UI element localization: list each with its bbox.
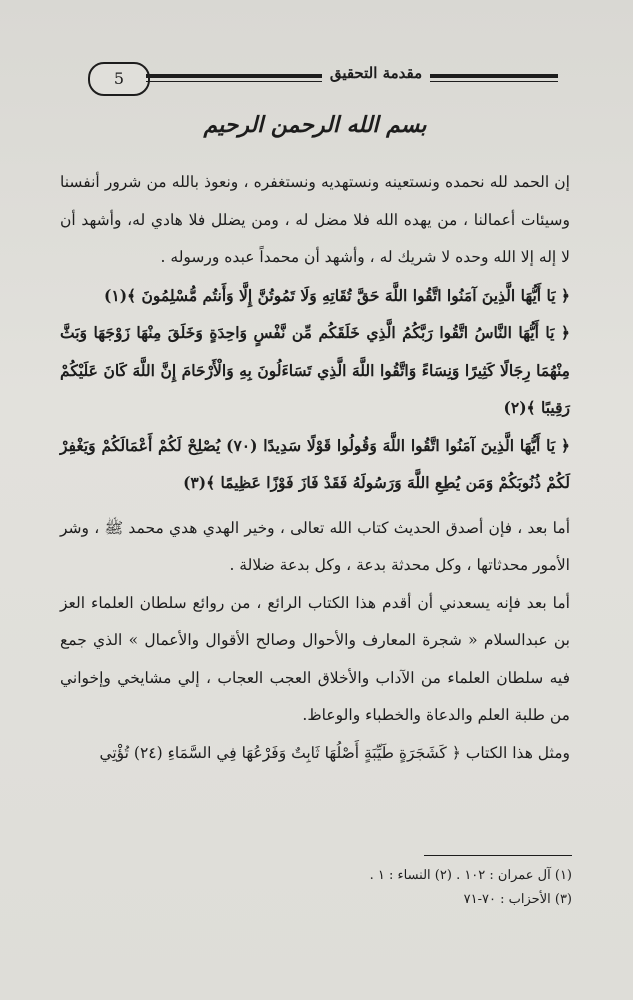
footnote-separator xyxy=(424,855,572,856)
header-rule-left xyxy=(146,74,322,78)
paragraph-opening: إن الحمد لله نحمده ونستعينه ونستهديه ونستغفره ، ونعوذ بالله من شرور أنفسنا وسيئات أعمالنا ، من يهده الله فلا مضل له ، ومن يضلل فلا هادي له، وأشهد أن لا إله إلا الله وحده لا شريك له ، وأشهد أن محمداً عبده ورسوله . xyxy=(60,173,570,266)
paragraph-book-intro: أما بعد فإنه يسعدني أن أقدم هذا الكتاب الرائع ، من روائع سلطان العلماء العز بن عبدالسلام « شجرة المعارف والأحوال وصالح الأقوال والأعمال » الذي جمع فيه سلطان العلماء من الآداب والأخلاق العجب العجاب ، إلي مشايخي وإخواني من طلبة العلم والدعاة والخطباء والوعاظ. xyxy=(60,593,570,724)
verse-al-imran: ﴿ يَا أَيُّهَا الَّذِينَ آمَنُوا اتَّقُوا اللَّهَ حَقَّ تُقَاتِهِ وَلَا تَمُوتُنَّ إِلَّا وَأَنتُم مُّسْلِمُونَ ﴾(١) xyxy=(104,285,570,305)
page-header xyxy=(88,62,558,96)
verse-an-nisa: ﴿ يَا أَيُّهَا النَّاسُ اتَّقُوا رَبَّكُمُ الَّذِي خَلَقَكُم مِّن نَّفْسٍ وَاحِدَةٍ وَخَلَقَ مِنْهَا زَوْجَهَا وَبَثَّ مِنْهُمَا رِجَالًا كَثِيرًا وَنِسَاءً وَاتَّقُوا اللَّهَ الَّذِي تَسَاءَلُونَ بِهِ وَالْأَرْحَامَ إِنَّ اللَّهَ كَانَ عَلَيْكُمْ رَقِيبًا ﴾(٢) xyxy=(60,323,570,417)
footnote-line-2: (٣) الأحزاب : ٧٠-٧١ xyxy=(463,892,572,907)
chapter-title: مقدمة التحقيق xyxy=(329,64,423,82)
basmala-calligraphy: بسم الله الرحمن الرحيم xyxy=(203,112,427,138)
verse-al-ahzab: ﴿ يَا أَيُّهَا الَّذِينَ آمَنُوا اتَّقُوا اللَّهَ وَقُولُوا قَوْلًا سَدِيدًا (٧٠) يُصْلِحْ لَكُمْ أَعْمَالَكُمْ وَيَغْفِرْ لَكُمْ ذُنُوبَكُمْ وَمَن يُطِعِ اللَّهَ وَرَسُولَهُ فَقَدْ فَازَ فَوْزًا عَظِيمًا ﴾(٣) xyxy=(60,435,570,492)
header-rule-right xyxy=(430,74,558,78)
paragraph-book-simile: ومثل هذا الكتاب ﴿ كَشَجَرَةٍ طَيِّبَةٍ أَصْلُهَا ثَابِتٌ وَفَرْعُهَا فِي السَّمَاءِ (٢٤) تُؤْتِي xyxy=(99,743,570,762)
paragraph-amma-bad: أما بعد ، فإن أصدق الحديث كتاب الله تعالى ، وخير الهدي هدي محمد ﷺ ، وشر الأمور محدثاتها ، وكل محدثة بدعة ، وكل بدعة ضلالة . xyxy=(60,518,570,574)
header-rule-right-thin xyxy=(430,81,558,82)
main-text xyxy=(60,164,570,772)
footnotes xyxy=(200,864,572,912)
footnote-line-1: (١) آل عمران : ١٠٢ . (٢) النساء : ١ . xyxy=(369,868,572,883)
header-rule-left-thin xyxy=(146,81,322,82)
page-number: 5 xyxy=(88,62,150,96)
